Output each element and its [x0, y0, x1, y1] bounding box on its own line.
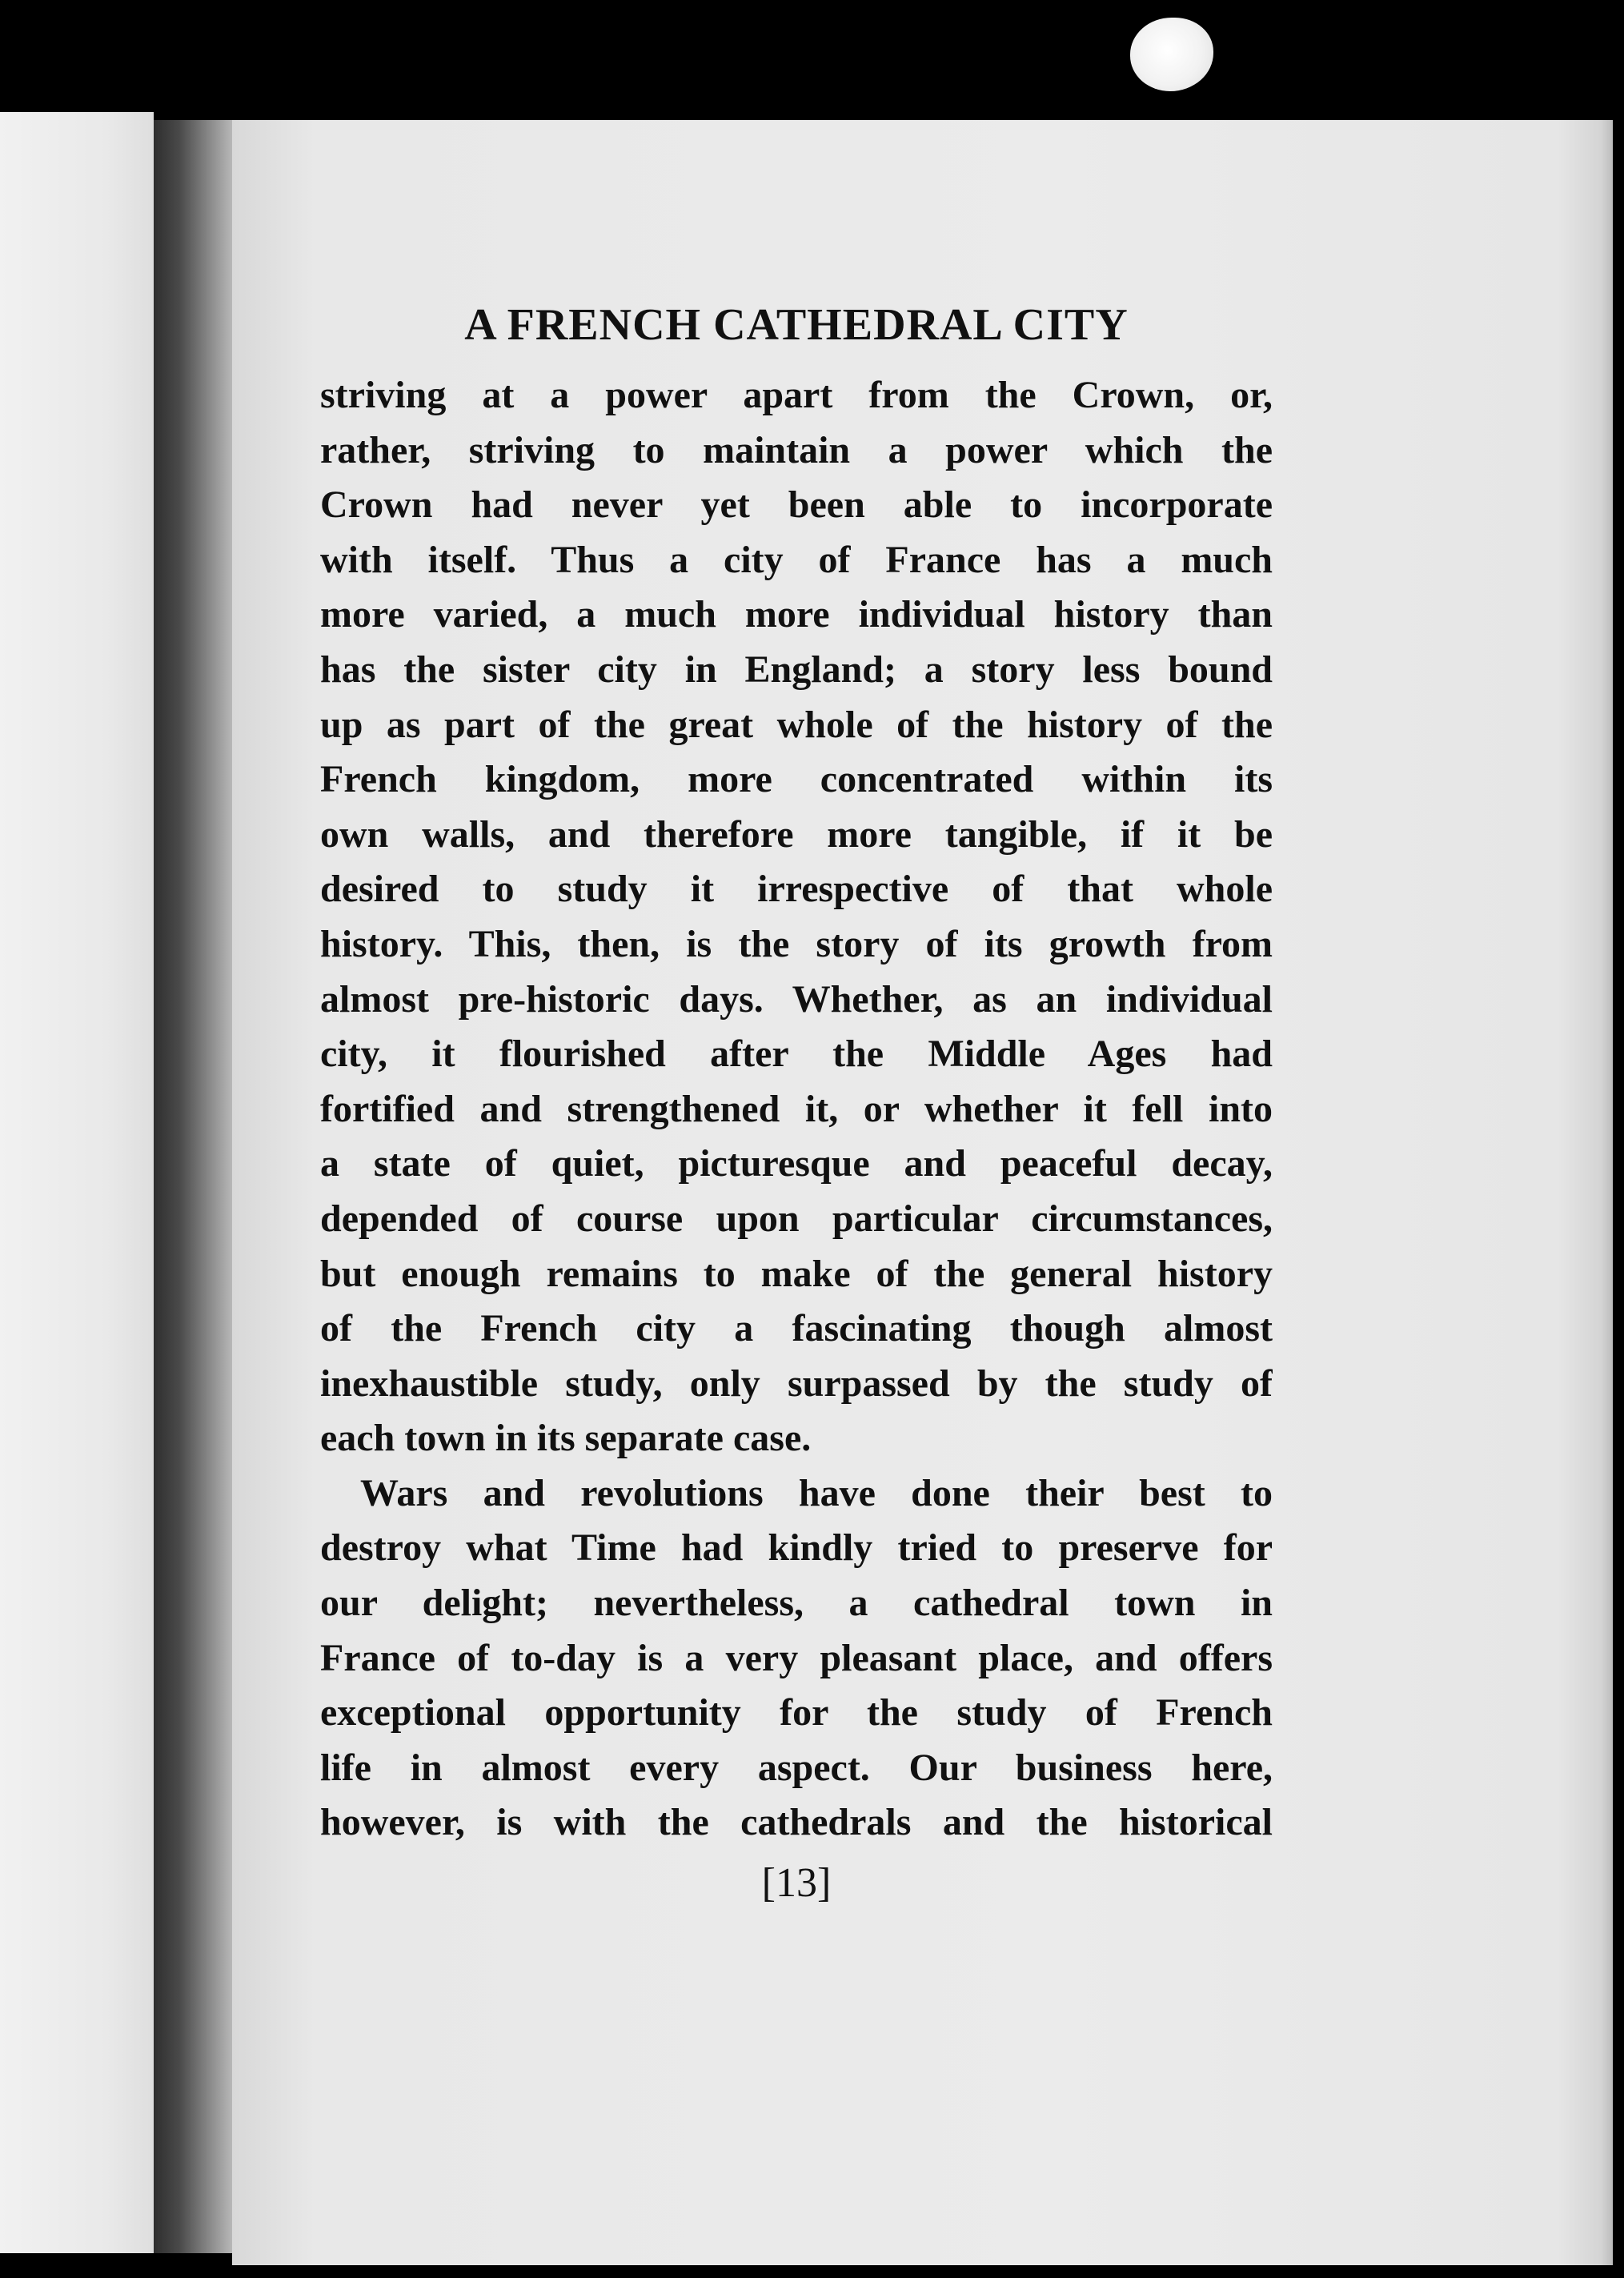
left-page-edge	[0, 112, 154, 2253]
page-edge	[1601, 120, 1613, 2265]
text-line: France of to-day is a very pleasant place, and offers	[320, 1636, 1273, 1679]
paragraph-2	[320, 1466, 1273, 1851]
text-line: Wars and revolutions have done their best to	[360, 1471, 1273, 1514]
text-line: but enough remains to make of the general history	[320, 1252, 1273, 1295]
page-number: [13]	[761, 1860, 832, 1906]
text-line: has the sister city in England; a story less bound	[320, 648, 1273, 691]
text-line: history. This, then, is the story of its growth from	[320, 922, 1273, 965]
text-line: French kingdom, more concentrated within its	[320, 758, 1273, 801]
text-line: up as part of the great whole of the history of the	[320, 703, 1273, 746]
running-head: A FRENCH CATHEDRAL CITY	[464, 300, 1129, 350]
text-line: however, is with the cathedrals and the historical	[320, 1801, 1273, 1844]
text-line: a state of quiet, picturesque and peaceful decay,	[320, 1142, 1273, 1185]
text-line: own walls, and therefore more tangible, if it be	[320, 812, 1273, 856]
text-line: life in almost every aspect. Our business here,	[320, 1746, 1273, 1789]
text-line: city, it flourished after the Middle Ages had	[320, 1033, 1273, 1076]
text-line: striving at a power apart from the Crown, or,	[320, 374, 1273, 416]
punch-hole	[1130, 18, 1213, 91]
text-line: of the French city a fascinating though almost	[320, 1307, 1273, 1350]
text-line: depended of course upon particular circumstances,	[320, 1197, 1273, 1240]
text-line: desired to study it irrespective of that whole	[320, 868, 1273, 911]
text-line: destroy what Time had kindly tried to preserve for	[320, 1526, 1273, 1570]
text-line: rather, striving to maintain a power which the	[320, 428, 1273, 471]
text-line: our delight; nevertheless, a cathedral town in	[320, 1582, 1273, 1625]
text-line: with itself. Thus a city of France has a much	[320, 538, 1273, 581]
text-line: exceptional opportunity for the study of French	[320, 1691, 1273, 1735]
text-line: almost pre-historic days. Whether, as an individual	[320, 977, 1273, 1021]
text-line: Crown had never yet been able to incorporate	[320, 483, 1273, 527]
paragraph-1	[320, 368, 1273, 1466]
text-line: more varied, a much more individual history than	[320, 593, 1273, 636]
body-text	[320, 368, 1273, 1851]
text-line: fortified and strengthened it, or whether it fell into	[320, 1087, 1273, 1130]
text-line: inexhaustible study, only surpassed by the study of	[320, 1362, 1273, 1405]
text-line: each town in its separate case.	[320, 1417, 812, 1460]
book-gutter-shadow	[154, 120, 240, 2253]
